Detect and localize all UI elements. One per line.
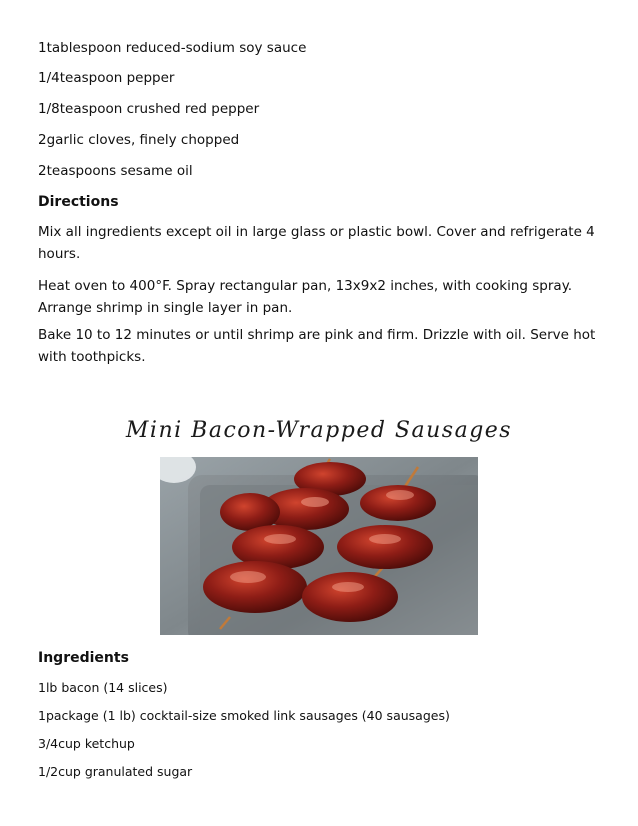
ingredient-line: 1lb bacon (14 slices) — [38, 680, 168, 695]
ingredient-line: 1/2cup granulated sugar — [38, 764, 193, 779]
ingredient-line: 1/4teaspoon pepper — [38, 70, 175, 86]
sausages-photo — [160, 457, 478, 635]
direction-step: Bake 10 to 12 minutes or until shrimp are pink and firm. Drizzle with oil. Serve hot with toothpicks. — [38, 327, 596, 365]
ingredient-line: 1tablespoon reduced-sodium soy sauce — [38, 40, 307, 56]
direction-step: Heat oven to 400°F. Spray rectangular pan, 13x9x2 inches, with cooking spray. Arrange shrimp in single layer in pan. — [38, 278, 573, 316]
ingredient-line: 1package (1 lb) cocktail-size smoked link sausages (40 sausages) — [38, 708, 450, 723]
ingredient-line: 3/4cup ketchup — [38, 736, 135, 751]
directions-heading: Directions — [38, 194, 119, 210]
ingredient-line: 1/8teaspoon crushed red pepper — [38, 101, 260, 117]
ingredient-line: 2teaspoons sesame oil — [38, 163, 193, 179]
ingredient-line: 2garlic cloves, finely chopped — [38, 132, 240, 148]
recipe-title: Mini Bacon-Wrapped Sausages — [125, 418, 513, 443]
direction-step: Mix all ingredients except oil in large glass or plastic bowl. Cover and refrigerate 4 hours. — [38, 224, 595, 262]
ingredients-heading: Ingredients — [38, 650, 129, 666]
